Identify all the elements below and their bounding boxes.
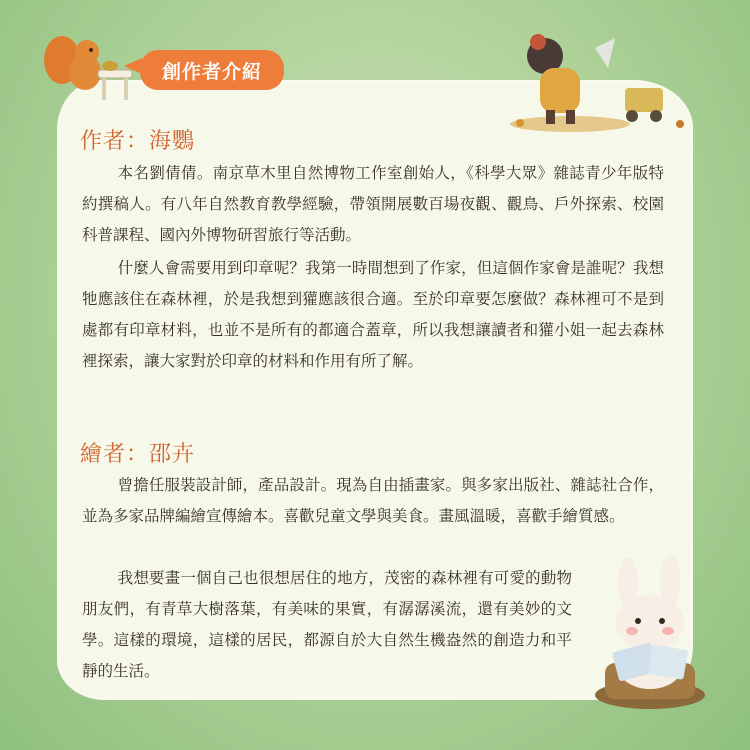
creator-intro-badge (140, 50, 284, 90)
badger-illustration (500, 28, 700, 138)
illustrator-heading: 繪者：邵卉 (80, 442, 196, 467)
badge-label: 創作者介紹 (162, 60, 263, 83)
author-heading: 作者：海鸚 (80, 129, 196, 154)
author-paragraph-1: 本名劉倩倩。南京草木里自然博物工作室創始人，《科學大眾》雜誌青少年版特約撰稿人。有八年自然教育教學經驗，帶領開展數百場夜觀、觀鳥、戶外探索、校園科普課程、國內外博物研習旅行等活動。 (82, 164, 664, 244)
illustrator-paragraph-1: 曾擔任服裝設計師，產品設計。現為自由插畫家。與多家出版社、雜誌社合作，並為多家品牌編繪宣傳繪本。喜歡兒童文學與美食。畫風溫暖，喜歡手繪質感。 (82, 476, 664, 525)
illustrator-paragraph-2: 我想要畫一個自己也很想居住的地方，茂密的森林裡有可愛的動物朋友們，有青草大樹落葉，有美味的果實，有潺潺溪流，還有美妙的文學。這樣的環境，這樣的居民，都源自於大自然生機盎然的創造力和平靜的生活。 (82, 569, 572, 680)
author-paragraph-2: 什麼人會需要用到印章呢？我第一時間想到了作家，但這個作家會是誰呢？我想牠應該住在森林裡，於是我想到獾應該很合適。至於印章要怎麼做？森林裡可不是到處都有印章材料，也並不是所有的都適合蓋章，所以我想讓讀者和獾小姐一起去森林裡探索，讓大家對於印章的材料和作用有所了解。 (82, 259, 664, 370)
rabbit-illustration (580, 555, 720, 715)
